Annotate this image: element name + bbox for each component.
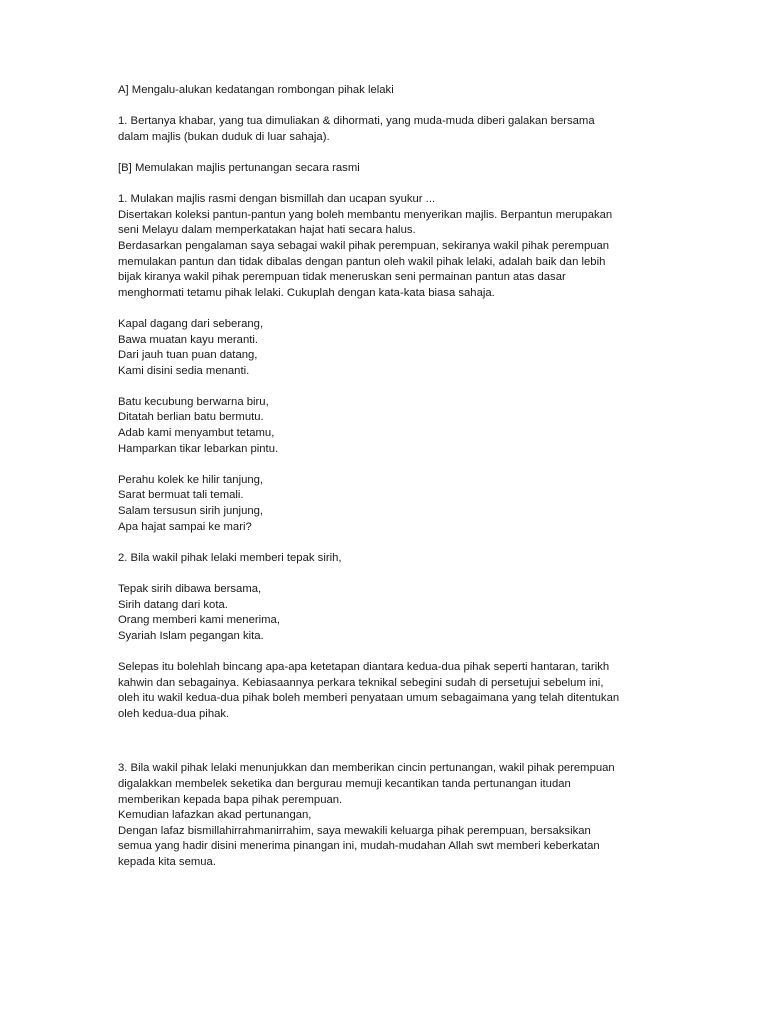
text-line: 1. Bertanya khabar, yang tua dimuliakan & dihormati, yang muda-muda diberi galakan bersama: [118, 115, 595, 128]
pantun-line: Adab kami menyambut tetamu,: [118, 427, 275, 440]
section-b-heading: [118, 161, 658, 177]
pantun-line: Kami disini sedia menanti.: [118, 364, 250, 377]
text-line: seni Melayu dalam memperkatakan hajat hati secara halus.: [118, 224, 416, 237]
pantun-3: [118, 473, 658, 535]
pantun-line: Bawa muatan kayu meranti.: [118, 333, 259, 346]
text-line: menghormati tetamu pihak lelaki. Cukuplah dengan kata-kata biasa sahaja.: [118, 286, 495, 299]
text-line: semua yang hadir disini menerima pinangan ini, mudah-mudahan Allah swt memberi keberkatan: [118, 840, 600, 853]
text-line: digalakkan membelek seketika dan bergurau memuji kecantikan tanda pertunangan itudan: [118, 777, 571, 790]
pantun-line: Salam tersusun sirih junjung,: [118, 505, 264, 518]
text-line: memberikan kepada bapa pihak perempuan.: [118, 793, 343, 806]
pantun-line: Apa hajat sampai ke mari?: [118, 520, 252, 533]
pantun-line: Orang memberi kami menerima,: [118, 614, 280, 627]
section-a-item-1: [118, 114, 658, 145]
pantun-line: Syariah Islam pegangan kita.: [118, 629, 264, 642]
text-line: dalam majlis (bukan duduk di luar sahaja).: [118, 130, 330, 143]
pantun-line: Batu kecubung berwarna biru,: [118, 395, 269, 408]
pantun-line: Hamparkan tikar lebarkan pintu.: [118, 442, 279, 455]
pantun-4: [118, 582, 658, 644]
pantun-line: Dari jauh tuan puan datang,: [118, 349, 258, 362]
text-line: bijak kiranya wakil pihak perempuan tidak meneruskan seni permainan pantun atas dasar: [118, 271, 566, 284]
section-b-item-1: [118, 192, 658, 301]
text-line: 1. Mulakan majlis rasmi dengan bismillah dan ucapan syukur ...: [118, 193, 436, 206]
text-line: Dengan lafaz bismillahirrahmanirrahim, saya mewakili keluarga pihak perempuan, bersaksikan: [118, 824, 591, 837]
text-line: Berdasarkan pengalaman saya sebagai wakil pihak perempuan, sekiranya wakil pihak perempuan: [118, 239, 610, 252]
text-line: Kemudian lafazkan akad pertunangan,: [118, 809, 312, 822]
section-b-item-3: [118, 761, 658, 870]
pantun-line: Ditatah berlian batu bermutu.: [118, 411, 264, 424]
text-line: A] Mengalu-alukan kedatangan rombongan pihak lelaki: [118, 84, 394, 96]
text-line: [B] Memulakan majlis pertunangan secara rasmi: [118, 161, 360, 174]
section-b-item-2: [118, 551, 658, 567]
discussion-paragraph: [118, 660, 658, 722]
text-line: kepada kita semua.: [118, 855, 216, 868]
document-page: [118, 83, 658, 886]
text-line: Selepas itu bolehlah bincang apa-apa ketetapan diantara kedua-dua pihak seperti hantaran, tarikh: [118, 660, 610, 673]
pantun-line: Tepak sirih dibawa bersama,: [118, 583, 262, 595]
text-line: memulakan pantun dan tidak dibalas dengan pantun oleh wakil pihak lelaki, adalah baik dan lebih: [118, 255, 606, 268]
pantun-1: [118, 317, 658, 379]
text-line: oleh kedua-dua pihak.: [118, 707, 230, 720]
text-line: oleh itu wakil kedua-dua pihak boleh memberi penyataan umum sebagaimana yang telah ditentukan: [118, 692, 620, 705]
pantun-line: Kapal dagang dari seberang,: [118, 317, 264, 330]
text-line: 3. Bila wakil pihak lelaki menunjukkan dan memberikan cincin pertunangan, wakil pihak perempuan: [118, 762, 615, 775]
pantun-line: Perahu kolek ke hilir tanjung,: [118, 473, 264, 486]
text-line: Disertakan koleksi pantun-pantun yang boleh membantu menyerikan majlis. Berpantun merupakan: [118, 208, 613, 221]
section-a-heading: [118, 83, 658, 99]
pantun-line: Sirih datang dari kota.: [118, 598, 228, 611]
pantun-line: Sarat bermuat tali temali.: [118, 489, 244, 502]
pantun-2: [118, 395, 658, 457]
text-line: kahwin dan sebagainya. Kebiasaannya perkara teknikal sebegini sudah di persetujui sebelum ini,: [118, 676, 604, 689]
text-line: 2. Bila wakil pihak lelaki memberi tepak sirih,: [118, 551, 342, 564]
